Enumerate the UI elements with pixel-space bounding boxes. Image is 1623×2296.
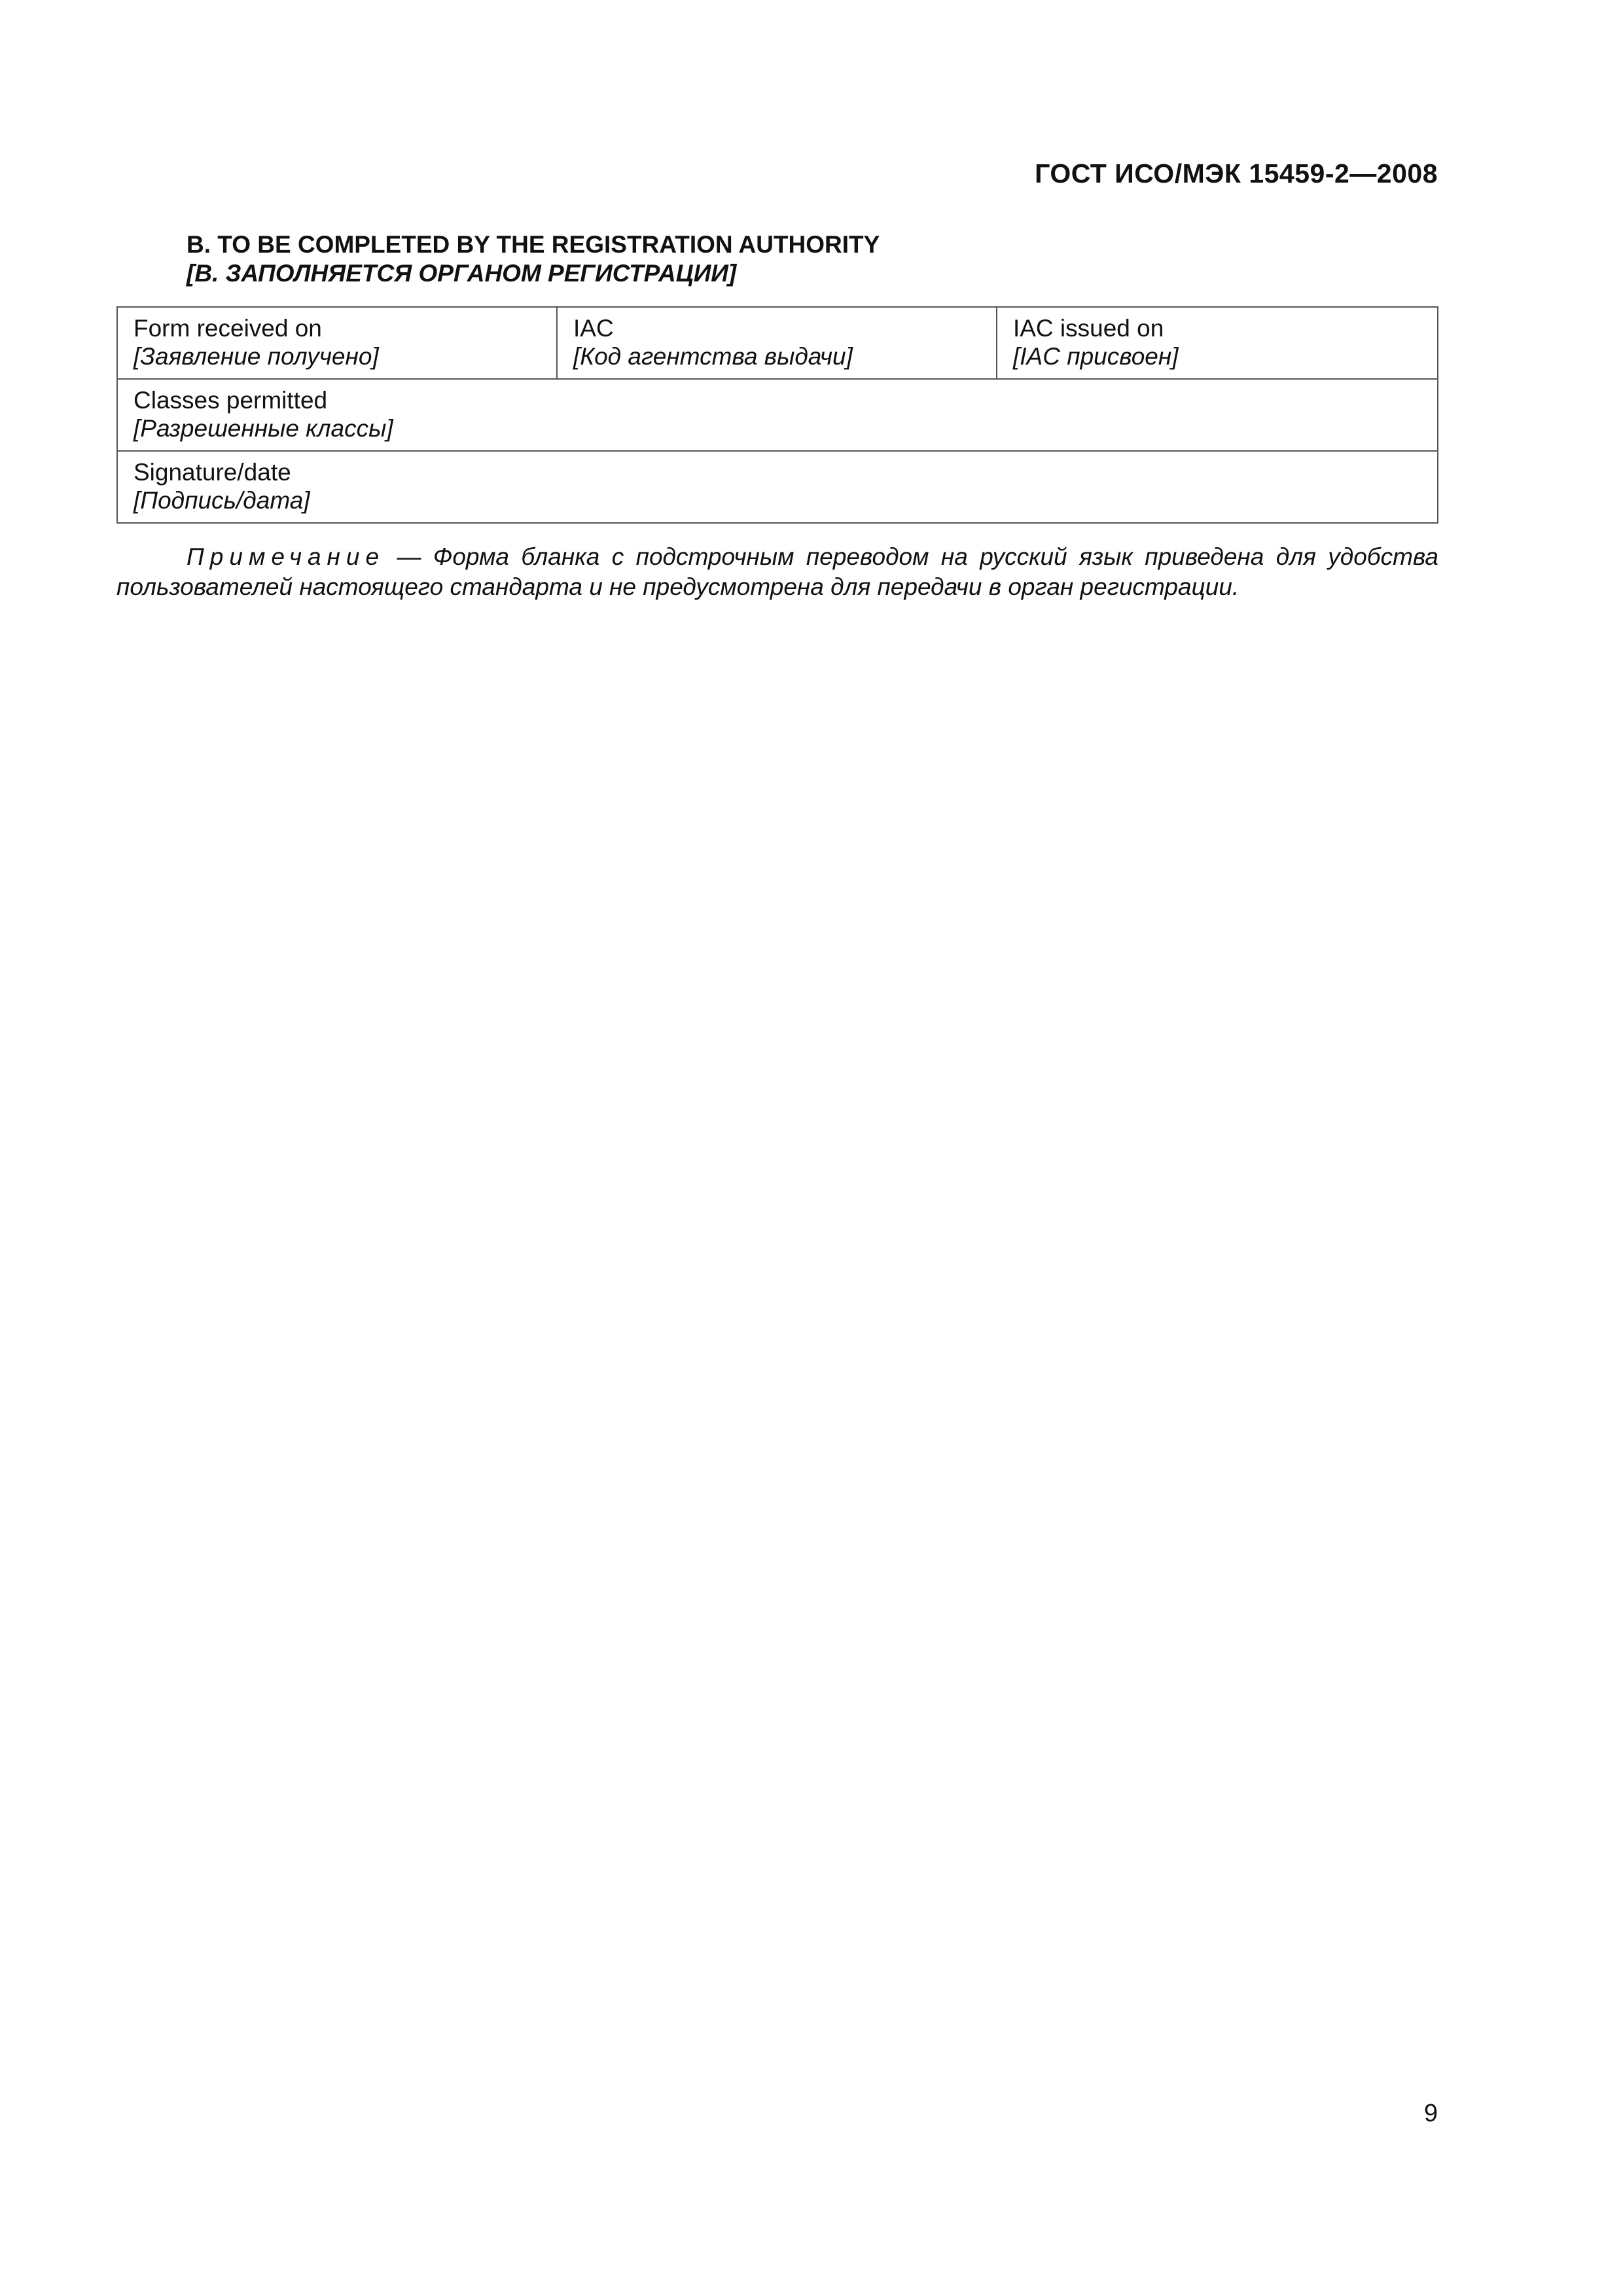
signature-date-field[interactable]	[117, 451, 1438, 523]
page-number: 9	[1423, 2100, 1438, 2127]
iac-label: IAC	[573, 315, 614, 342]
document-header-standard-id: ГОСТ ИСО/МЭК 15459-2—2008	[1035, 158, 1438, 188]
signature-date-label-ru: [Подпись/дата]	[134, 487, 310, 514]
form-received-label: Form received on	[134, 315, 322, 342]
classes-permitted-label-ru: [Разрешенные классы]	[134, 415, 393, 442]
classes-permitted-label: Classes permitted	[134, 387, 328, 414]
note-text: — Форма бланка с подстрочным переводом на русский язык приведена для удобства пользователей настоящего стандарта и не предусмотрена для передачи в орган регистрации.	[116, 543, 1438, 600]
form-row-classes	[117, 379, 1438, 451]
iac-issued-label: IAC issued on	[1012, 315, 1164, 342]
form-row-signature	[117, 451, 1438, 523]
iac-field[interactable]	[557, 307, 997, 379]
form-received-field[interactable]	[117, 307, 557, 379]
note-paragraph	[116, 542, 1438, 602]
iac-issued-field[interactable]	[997, 307, 1438, 379]
section-title	[187, 230, 880, 288]
signature-date-label: Signature/date	[134, 459, 291, 486]
iac-issued-label-ru: [IAC присвоен]	[1012, 343, 1179, 370]
registration-authority-form	[116, 306, 1438, 524]
section-title-en: B. TO BE COMPLETED BY THE REGISTRATION AUTHORITY	[187, 231, 880, 258]
note-label: Примечание	[187, 543, 385, 570]
iac-label-ru: [Код агентства выдачи]	[573, 343, 853, 370]
form-received-label-ru: [Заявление получено]	[134, 343, 379, 370]
section-title-ru: [B. ЗАПОЛНЯЕТСЯ ОРГАНОМ РЕГИСТРАЦИИ]	[187, 260, 737, 287]
form-row-dates	[117, 307, 1438, 379]
classes-permitted-field[interactable]	[117, 379, 1438, 451]
